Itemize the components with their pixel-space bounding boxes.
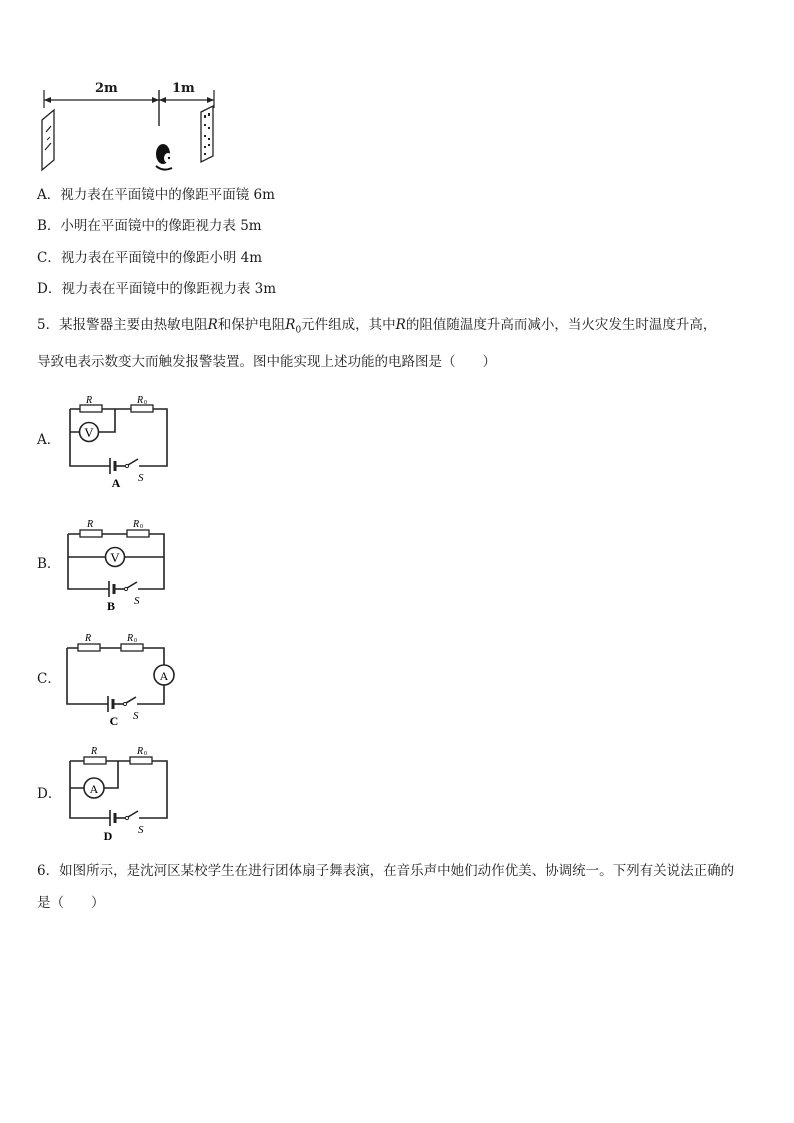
meter-symbol: A [89, 782, 99, 796]
option-text: 视力表在平面镜中的像距小明 4m [60, 250, 263, 266]
dimension-label-1m: 1m [172, 81, 195, 96]
resistor-r0 [121, 644, 143, 651]
q5-option-d-label[interactable]: D． [37, 786, 62, 802]
q6-stem-line1: 6．如图所示，是沈河区某校学生在进行团体扇子舞表演，在音乐声中她们动作优美、协调统一。下列有关说法正确的 [37, 863, 735, 879]
plane-mirror [42, 110, 54, 170]
symbol-r: R [207, 317, 218, 333]
circuit-c[interactable] [60, 628, 180, 730]
option-text: 视力表在平面镜中的像距视力表 3m [61, 281, 277, 297]
option-label: B． [37, 218, 61, 234]
q5-stem-line2: 导致电表示数变大而触发报警装置。图中能实现上述功能的电路图是（ ） [37, 354, 496, 370]
q5-option-a-label[interactable]: A． [37, 432, 61, 448]
circuit-d[interactable] [60, 742, 176, 846]
q4-option-a[interactable] [37, 186, 275, 204]
q4-option-c[interactable] [37, 249, 262, 267]
label-r0-sub: 0 [140, 524, 143, 530]
resistor-r [84, 757, 106, 764]
resistor-r0 [130, 757, 152, 764]
meter-symbol: A [159, 669, 169, 683]
circuit-caption: C [109, 714, 119, 728]
q5-option-c-label[interactable]: C． [37, 671, 61, 687]
meter-symbol: V [110, 550, 120, 565]
switch-lever [127, 582, 137, 588]
circuit-b[interactable] [60, 513, 172, 613]
circuit-a[interactable] [60, 390, 172, 490]
q4-option-b[interactable] [37, 217, 262, 235]
symbol-r0: R [285, 317, 296, 333]
label-r: R [87, 519, 94, 530]
label-r0: R [133, 519, 140, 530]
option-text: 视力表在平面镜中的像距平面镜 6m [60, 187, 275, 203]
resistor-r0 [131, 405, 153, 412]
label-r: R [85, 633, 92, 644]
question-number: 6． [37, 863, 60, 879]
circuit-caption: D [103, 829, 113, 843]
eye-chart [201, 106, 213, 162]
option-label: D． [37, 281, 62, 297]
q5-option-b-label[interactable]: B． [37, 556, 61, 572]
person-icon [156, 144, 172, 170]
label-r: R [86, 395, 93, 406]
resistor-r0 [127, 530, 149, 537]
q4-option-d[interactable] [37, 280, 276, 298]
mirror-distance-figure [38, 82, 220, 174]
circuit-caption: A [111, 476, 121, 490]
meter-symbol: V [84, 425, 94, 440]
label-r0-sub: 0 [134, 638, 137, 644]
option-text: 小明在平面镜中的像距视力表 5m [60, 218, 262, 234]
switch-lever [128, 811, 138, 817]
label-r0: R [137, 746, 144, 757]
label-r0: R [137, 395, 144, 406]
resistor-r [80, 530, 102, 537]
switch-lever [128, 459, 138, 465]
circuit-caption: B [106, 599, 116, 613]
q5-stem-line1: 5．某报警器主要由热敏电阻R和保护电阻$R_0$元件组成，其中R的阻值随温度升高而减小，当火灾发生时温度升高， [37, 317, 717, 336]
label-r0-sub: 0 [144, 400, 147, 406]
dimension-label-2m: 2m [95, 81, 118, 96]
switch-label: S [138, 472, 144, 484]
switch-label: S [138, 824, 144, 836]
q6-stem-line2: 是（ ） [37, 895, 105, 911]
label-r: R [91, 746, 98, 757]
switch-label: S [133, 710, 139, 722]
option-label: A． [37, 187, 61, 203]
switch-lever [126, 697, 136, 703]
label-r0: R [127, 633, 134, 644]
question-number: 5． [37, 317, 60, 333]
switch-label: S [134, 595, 140, 607]
resistor-r [78, 644, 100, 651]
label-r0-sub: 0 [144, 751, 147, 757]
option-label: C． [37, 250, 61, 266]
resistor-r [80, 405, 102, 412]
